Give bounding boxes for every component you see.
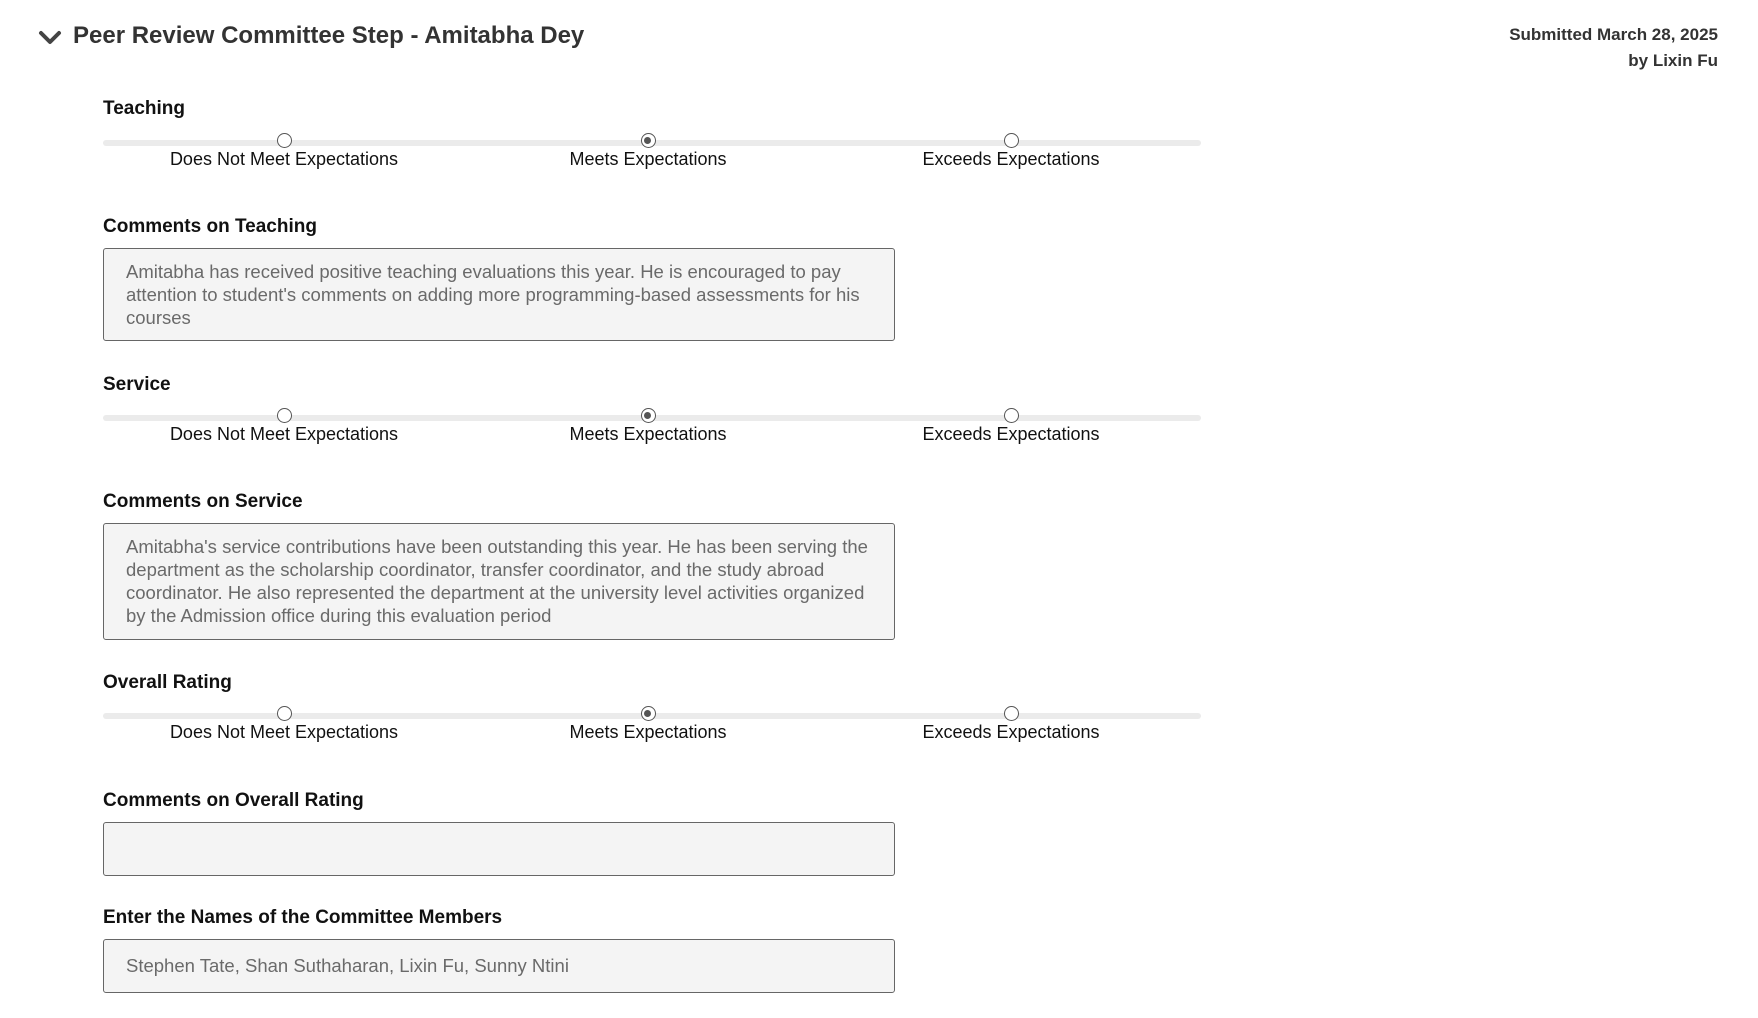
radio-button-selected[interactable] xyxy=(641,408,656,423)
radio-button-selected[interactable] xyxy=(641,706,656,721)
option-label: Exceeds Expectations xyxy=(922,424,1100,444)
radio-button[interactable] xyxy=(1004,133,1019,148)
option-label: Does Not Meet Expectations xyxy=(169,149,399,169)
service-comments-label: Comments on Service xyxy=(103,491,303,512)
teaching-option-meets[interactable] xyxy=(498,131,798,170)
overall-option-meets[interactable] xyxy=(498,704,798,743)
radio-button-selected[interactable] xyxy=(641,133,656,148)
teaching-comments-field[interactable]: Amitabha has received positive teaching evaluations this year. He is encouraged to pay attention to student's comments on adding more programming-based assessments for his courses xyxy=(103,248,895,341)
submitted-by: by Lixin Fu xyxy=(1628,51,1718,70)
option-label: Does Not Meet Expectations xyxy=(169,722,399,742)
service-option-exceeds[interactable] xyxy=(861,406,1161,445)
page-title: Peer Review Committee Step - Amitabha Dey xyxy=(73,22,585,49)
service-label: Service xyxy=(103,374,171,395)
radio-button[interactable] xyxy=(277,133,292,148)
option-label: Meets Expectations xyxy=(569,424,727,444)
radio-button[interactable] xyxy=(277,706,292,721)
teaching-option-does-not-meet[interactable] xyxy=(134,131,434,170)
radio-button[interactable] xyxy=(277,408,292,423)
radio-button[interactable] xyxy=(1004,408,1019,423)
teaching-comments-label: Comments on Teaching xyxy=(103,216,317,237)
overall-option-does-not-meet[interactable] xyxy=(134,704,434,743)
option-label: Meets Expectations xyxy=(569,722,727,742)
overall-rating-scale xyxy=(103,704,1201,754)
overall-comments-label: Comments on Overall Rating xyxy=(103,790,364,811)
teaching-option-exceeds[interactable] xyxy=(861,131,1161,170)
service-comments-field[interactable]: Amitabha's service contributions have been outstanding this year. He has been serving the department as the scholarship coordinator, transfer coordinator, and the study abroad coordinator. He also represented the department at the university level activities organized by the Admission office during this evaluation period xyxy=(103,523,895,640)
submission-info xyxy=(1509,22,1718,74)
option-label: Exceeds Expectations xyxy=(922,149,1100,169)
teaching-rating-scale xyxy=(103,131,1201,181)
option-label: Meets Expectations xyxy=(569,149,727,169)
service-rating-scale xyxy=(103,406,1201,456)
service-option-meets[interactable] xyxy=(498,406,798,445)
option-label: Does Not Meet Expectations xyxy=(169,424,399,444)
radio-button[interactable] xyxy=(1004,706,1019,721)
teaching-label: Teaching xyxy=(103,98,185,119)
overall-option-exceeds[interactable] xyxy=(861,704,1161,743)
option-label: Exceeds Expectations xyxy=(922,722,1100,742)
committee-members-label: Enter the Names of the Committee Members xyxy=(103,907,503,928)
service-option-does-not-meet[interactable] xyxy=(134,406,434,445)
overall-rating-label: Overall Rating xyxy=(103,672,232,693)
chevron-down-icon[interactable] xyxy=(38,26,62,50)
committee-members-field[interactable]: Stephen Tate, Shan Suthaharan, Lixin Fu, Sunny Ntini xyxy=(103,939,895,993)
submitted-date: Submitted March 28, 2025 xyxy=(1509,25,1718,44)
section-header xyxy=(0,0,1758,80)
overall-comments-field[interactable] xyxy=(103,822,895,876)
